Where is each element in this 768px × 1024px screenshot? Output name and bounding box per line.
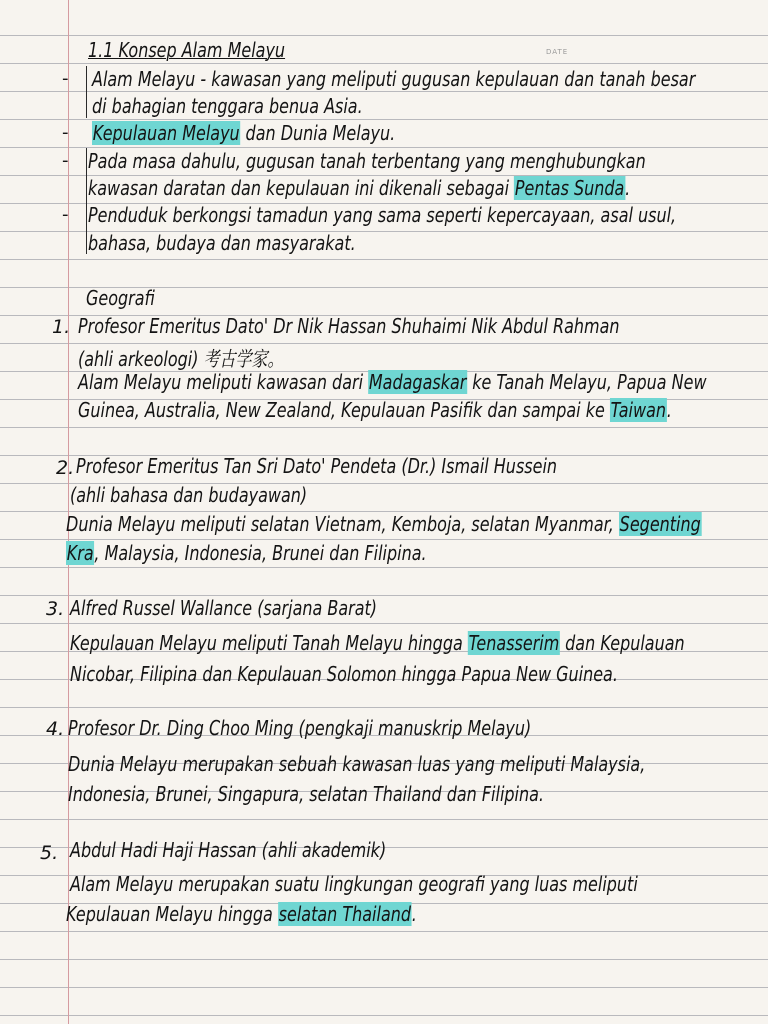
- entry-3-text-2: Nicobar, Filipina dan Kepulauan Solomon hingga Papua New Guinea.: [70, 662, 618, 686]
- entry-text: dan Kepulauan: [560, 631, 685, 655]
- highlight: Pentas Sunda: [514, 176, 625, 200]
- bullet-dash: -: [62, 150, 69, 171]
- entry-number: 1.: [52, 316, 71, 338]
- intro-line-1: Alam Melayu - kawasan yang meliputi gugusan kepulauan dan tanah besar: [92, 67, 696, 91]
- entry-text: .: [411, 902, 417, 926]
- highlight: selatan Thailand: [278, 902, 412, 926]
- entry-number: 3.: [46, 598, 65, 620]
- entry-text: Guinea, Australia, New Zealand, Kepulauan Pasifik dan sampai ke: [78, 398, 610, 422]
- entry-number: 5.: [40, 842, 59, 864]
- bullet-dash: -: [62, 68, 69, 89]
- intro-text: dan Dunia Melayu.: [240, 121, 396, 145]
- entry-text: Alam Melayu meliputi kawasan dari: [78, 370, 369, 394]
- highlight: Madagaskar: [368, 370, 467, 394]
- entry-2-text-2: [66, 541, 427, 565]
- section-heading: Geografi: [86, 286, 155, 310]
- entry-5-text-2: [66, 902, 417, 926]
- intro-text: kawasan daratan dan kepulauan ini dikenali sebagai: [88, 176, 515, 200]
- period: .: [625, 176, 631, 200]
- intro-line-7: bahasa, budaya dan masyarakat.: [88, 231, 356, 255]
- page-title: 1.1 Konsep Alam Melayu: [88, 38, 286, 62]
- date-label: DATE: [546, 48, 569, 56]
- entry-2-name: Profesor Emeritus Tan Sri Dato' Pendeta (Dr.) Ismail Hussein: [76, 454, 558, 478]
- intro-line-6: Penduduk berkongsi tamadun yang sama seperti kepercayaan, asal usul,: [88, 203, 677, 227]
- entry-2-role: (ahli bahasa dan budayawan): [70, 483, 308, 507]
- intro-line-3: [92, 121, 395, 145]
- bracket-line: [86, 66, 87, 118]
- entry-text: Kepulauan Melayu meliputi Tanah Melayu hingga: [70, 631, 468, 655]
- entry-text: ke Tanah Melayu, Papua New: [467, 370, 707, 394]
- entry-text: .: [666, 398, 672, 422]
- entry-2-text-1: [66, 512, 702, 536]
- highlight: Tenasserim: [468, 631, 560, 655]
- entry-5-name: Abdul Hadi Haji Hassan (ahli akademik): [70, 838, 387, 862]
- entry-1-name: Profesor Emeritus Dato' Dr Nik Hassan Shuhaimi Nik Abdul Rahman: [78, 314, 620, 338]
- highlight: Segenting: [619, 512, 701, 536]
- entry-5-text-1: Alam Melayu merupakan suatu lingkungan geografi yang luas meliputi: [70, 872, 638, 896]
- entry-4-name: Profesor Dr. Ding Choo Ming (pengkaji manuskrip Melayu): [68, 716, 532, 740]
- bullet-dash: -: [62, 122, 69, 143]
- entry-4-text-2: Indonesia, Brunei, Singapura, selatan Thailand dan Filipina.: [68, 782, 544, 806]
- entry-text: Kepulauan Melayu hingga: [66, 902, 278, 926]
- entry-3-text-1: [70, 631, 685, 655]
- highlight: Taiwan: [610, 398, 667, 422]
- entry-text: , Malaysia, Indonesia, Brunei dan Filipina.: [94, 541, 427, 565]
- entry-1-text-1: [78, 370, 707, 394]
- highlight: Kra: [66, 541, 94, 565]
- entry-1-role: (ahli arkeologi) 考古学家。: [78, 347, 284, 371]
- highlight: Kepulauan Melayu: [92, 121, 240, 145]
- entry-number: 2.: [56, 457, 75, 479]
- bracket-line: [86, 148, 87, 254]
- intro-line-5: [88, 176, 630, 200]
- intro-line-2: di bahagian tenggara benua Asia.: [92, 94, 363, 118]
- entry-number: 4.: [46, 718, 65, 740]
- entry-4-text-1: Dunia Melayu merupakan sebuah kawasan luas yang meliputi Malaysia,: [68, 752, 646, 776]
- entry-1-text-2: [78, 398, 672, 422]
- entry-3-name: Alfred Russel Wallance (sarjana Barat): [70, 596, 378, 620]
- entry-text: Dunia Melayu meliputi selatan Vietnam, Kemboja, selatan Myanmar,: [66, 512, 619, 536]
- intro-line-4: Pada masa dahulu, gugusan tanah terbentang yang menghubungkan: [88, 149, 646, 173]
- bullet-dash: -: [62, 204, 69, 225]
